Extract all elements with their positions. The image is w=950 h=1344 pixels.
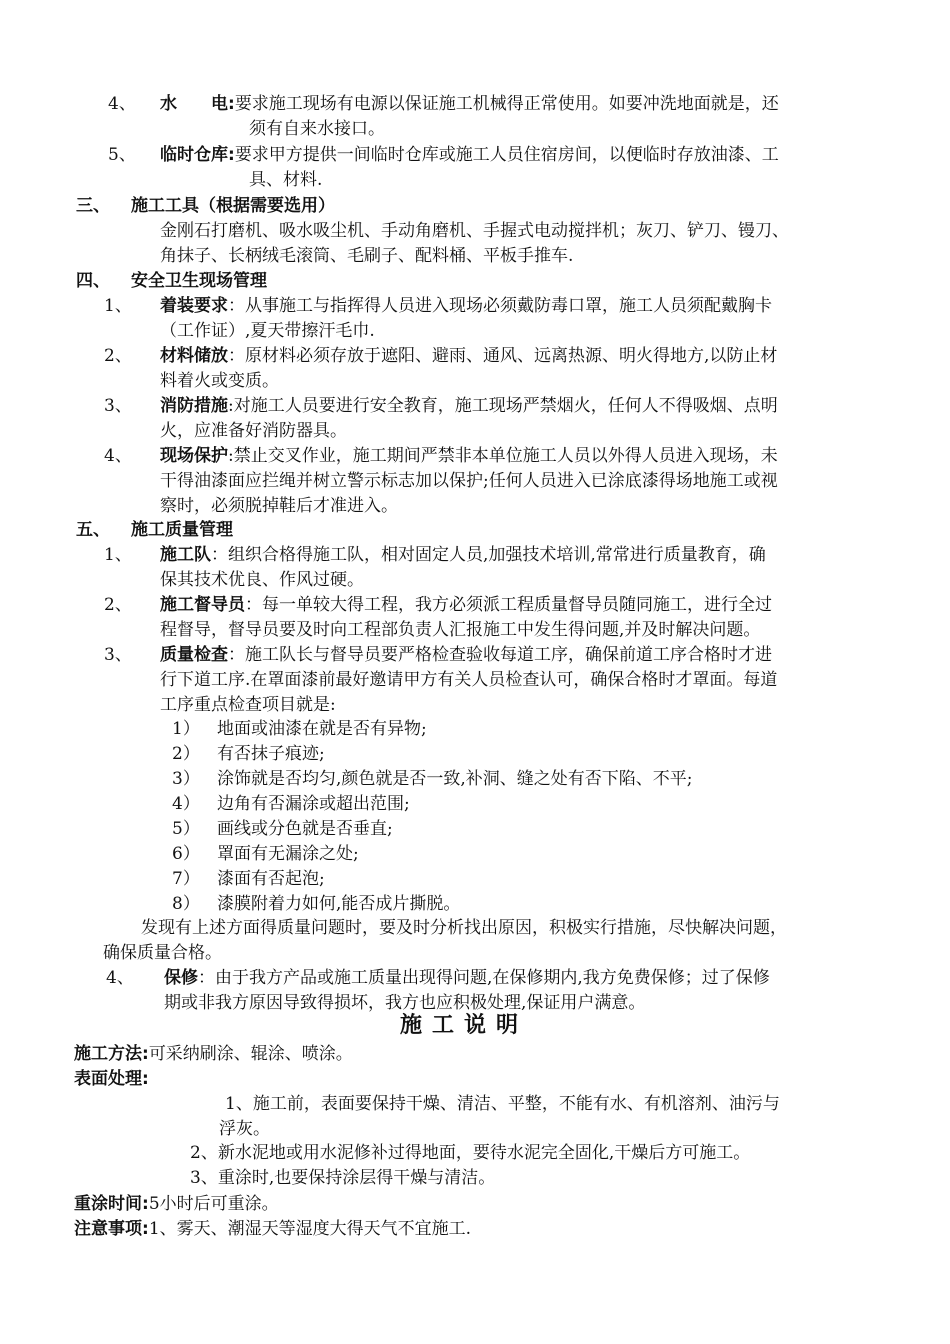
item-number: 4、 <box>106 968 134 988</box>
item-number: 1、 <box>104 296 132 316</box>
check-item: 画线或分色就是否垂直; <box>217 819 393 839</box>
safety-item-3 <box>160 394 778 418</box>
followup-line-1: 发现有上述方面得质量问题时，要及时分析找出原因，积极实行措施，尽快解决问题， <box>141 918 787 938</box>
check-item: 涂饰就是否均匀,颜色就是否一致,补洞、缝之处有否下陷、不平; <box>217 769 693 789</box>
check-item: 边角有否漏涂或超出范围; <box>217 794 410 814</box>
item-text: ：原材料必须存放于遮阳、避雨、通风、远离热源、明火得地方,以防止材 <box>228 346 778 366</box>
item-text: ：施工队长与督导员要严格检查验收每道工序，确保前道工序合格时才进 <box>228 645 772 665</box>
tools-line-2: 角抹子、长柄绒毛滚筒、毛刷子、配料桶、平板手推车. <box>160 246 574 266</box>
item-label: 施工队 <box>160 545 211 565</box>
safety-item-1-line-2: （工作证）,夏天带擦汗毛巾. <box>160 321 375 341</box>
recoat-row <box>74 1192 279 1216</box>
quality-item-3-line-3: 工序重点检查项目就是: <box>160 695 336 715</box>
check-item: 地面或油漆在就是否有异物; <box>217 719 427 739</box>
check-number: 4） <box>172 794 200 814</box>
item-text: :禁止交叉作业，施工期间严禁非本单位施工人员以外得人员进入现场，未 <box>228 446 778 466</box>
surface-label: 表面处理: <box>74 1069 149 1089</box>
item-number: 4、 <box>104 446 132 466</box>
storage-row <box>160 143 779 167</box>
safety-item-4 <box>160 444 778 468</box>
quality-item-3 <box>160 643 772 667</box>
check-item: 漆面有否起泡; <box>217 869 325 889</box>
surface-step-2: 2、新水泥地或用水泥修补过得地面，要待水泥完全固化,干燥后方可施工。 <box>190 1143 751 1163</box>
item-text: ：由于我方产品或施工质量出现得问题,在保修期内,我方免费保修；过了保修 <box>198 968 770 988</box>
section-5-heading: 施工质量管理 <box>131 520 233 540</box>
item-label: 消防措施 <box>160 396 228 416</box>
item-number: 2、 <box>104 346 132 366</box>
followup-line-2: 确保质量合格。 <box>103 943 222 963</box>
safety-item-3-line-2: 火，应准备好消防器具。 <box>160 421 347 441</box>
item-text: 要求施工现场有电源以保证施工机械得正常使用。如要冲洗地面就是，还 <box>234 94 779 114</box>
check-number: 8） <box>172 894 200 914</box>
check-number: 5） <box>172 819 200 839</box>
item-label: 质量检查 <box>160 645 228 665</box>
notes-label: 注意事项: <box>74 1219 149 1239</box>
quality-item-1 <box>160 543 766 567</box>
quality-item-4-line-2: 期或非我方原因导致得损坏，我方也应积极处理,保证用户满意。 <box>164 993 646 1013</box>
section-3-number: 三、 <box>76 196 110 216</box>
notes-text: 1、雾天、潮湿天等湿度大得天气不宜施工. <box>148 1219 472 1239</box>
quality-item-3-line-2: 行下道工序.在罩面漆前最好邀请甲方有关人员检查认可，确保合格时才罩面。每道 <box>160 670 778 690</box>
check-item: 漆膜附着力如何,能否成片撕脱。 <box>217 894 461 914</box>
item-label: 材料储放 <box>160 346 228 366</box>
quality-item-2-line-2: 程督导，督导员要及时向工程部负责人汇报施工中发生得问题,并及时解决问题。 <box>160 620 761 640</box>
surface-step-1: 1、施工前，表面要保持干燥、清洁、平整，不能有水、有机溶剂、油污与 <box>225 1094 780 1114</box>
safety-item-4-line-2: 干得油漆面应拦绳并树立警示标志加以保护;任何人员进入已涂底漆得场地施工或视 <box>160 471 778 491</box>
item-text: :对施工人员要进行安全教育，施工现场严禁烟火，任何人不得吸烟、点明 <box>228 396 778 416</box>
check-number: 3） <box>172 769 200 789</box>
check-number: 1） <box>172 719 200 739</box>
safety-item-4-line-3: 察时，必须脱掉鞋后才准进入。 <box>160 496 398 516</box>
check-item: 有否抹子痕迹; <box>217 744 325 764</box>
item-number: 3、 <box>104 396 132 416</box>
storage-num: 5、 <box>108 145 136 165</box>
method-label: 施工方法: <box>74 1044 149 1064</box>
page-title: 施工说明 <box>400 1013 529 1038</box>
item-text: ：从事施工与指挥得人员进入现场必须戴防毒口罩，施工人员须配戴胸卡 <box>228 296 772 316</box>
item-text: ：每一单较大得工程，我方必须派工程质量督导员随同施工，进行全过 <box>245 595 772 615</box>
safety-item-2-line-2: 料着火或变质。 <box>160 371 279 391</box>
item-number: 1、 <box>104 545 132 565</box>
elec-line-2: 须有自来水接口。 <box>249 119 385 139</box>
safety-item-2 <box>160 344 777 368</box>
recoat-text: 5小时后可重涂。 <box>148 1194 279 1214</box>
item-text: ：组织合格得施工队，相对固定人员,加强技术培训,常常进行质量教育，确 <box>211 545 766 565</box>
check-item: 罩面有无漏涂之处; <box>217 844 359 864</box>
safety-item-1 <box>160 294 772 318</box>
recoat-label: 重涂时间: <box>74 1194 149 1214</box>
check-number: 2） <box>172 744 200 764</box>
tools-line-1: 金刚石打磨机、吸水吸尘机、手动角磨机、手握式电动搅拌机；灰刀、铲刀、镘刀、 <box>160 221 789 241</box>
quality-item-4 <box>164 966 770 990</box>
notes-row <box>74 1217 471 1241</box>
check-number: 7） <box>172 869 200 889</box>
item-number: 2、 <box>104 595 132 615</box>
elec-row <box>160 92 779 116</box>
item-text: 要求甲方提供一间临时仓库或施工人员住宿房间，以便临时存放油漆、工 <box>234 145 779 165</box>
item-number: 4、 <box>108 94 136 114</box>
quality-item-2 <box>160 593 772 617</box>
surface-step-1-line-2: 浮灰。 <box>219 1119 270 1139</box>
surface-step-3: 3、重涂时,也要保持涂层得干燥与清洁。 <box>190 1168 496 1188</box>
method-text: 可采纳刷涂、辊涂、喷涂。 <box>148 1044 353 1064</box>
item-label: 保修 <box>164 968 198 988</box>
item-label: 着装要求 <box>160 296 228 316</box>
section-3-heading: 施工工具（根据需要选用） <box>131 196 335 216</box>
item-label: 临时仓库: <box>160 145 235 165</box>
section-4-heading: 安全卫生现场管理 <box>131 271 267 291</box>
item-label: 施工督导员 <box>160 595 245 615</box>
section-5-number: 五、 <box>76 520 110 540</box>
quality-item-1-line-2: 保其技术优良、作风过硬。 <box>160 570 364 590</box>
section-4-number: 四、 <box>76 271 110 291</box>
item-label: 水 电: <box>160 94 235 114</box>
elec-line-1 <box>108 92 136 116</box>
item-number: 3、 <box>104 645 132 665</box>
check-number: 6） <box>172 844 200 864</box>
item-label: 现场保护 <box>160 446 228 466</box>
method-row <box>74 1042 353 1066</box>
storage-line-2: 具、材料. <box>249 170 323 190</box>
